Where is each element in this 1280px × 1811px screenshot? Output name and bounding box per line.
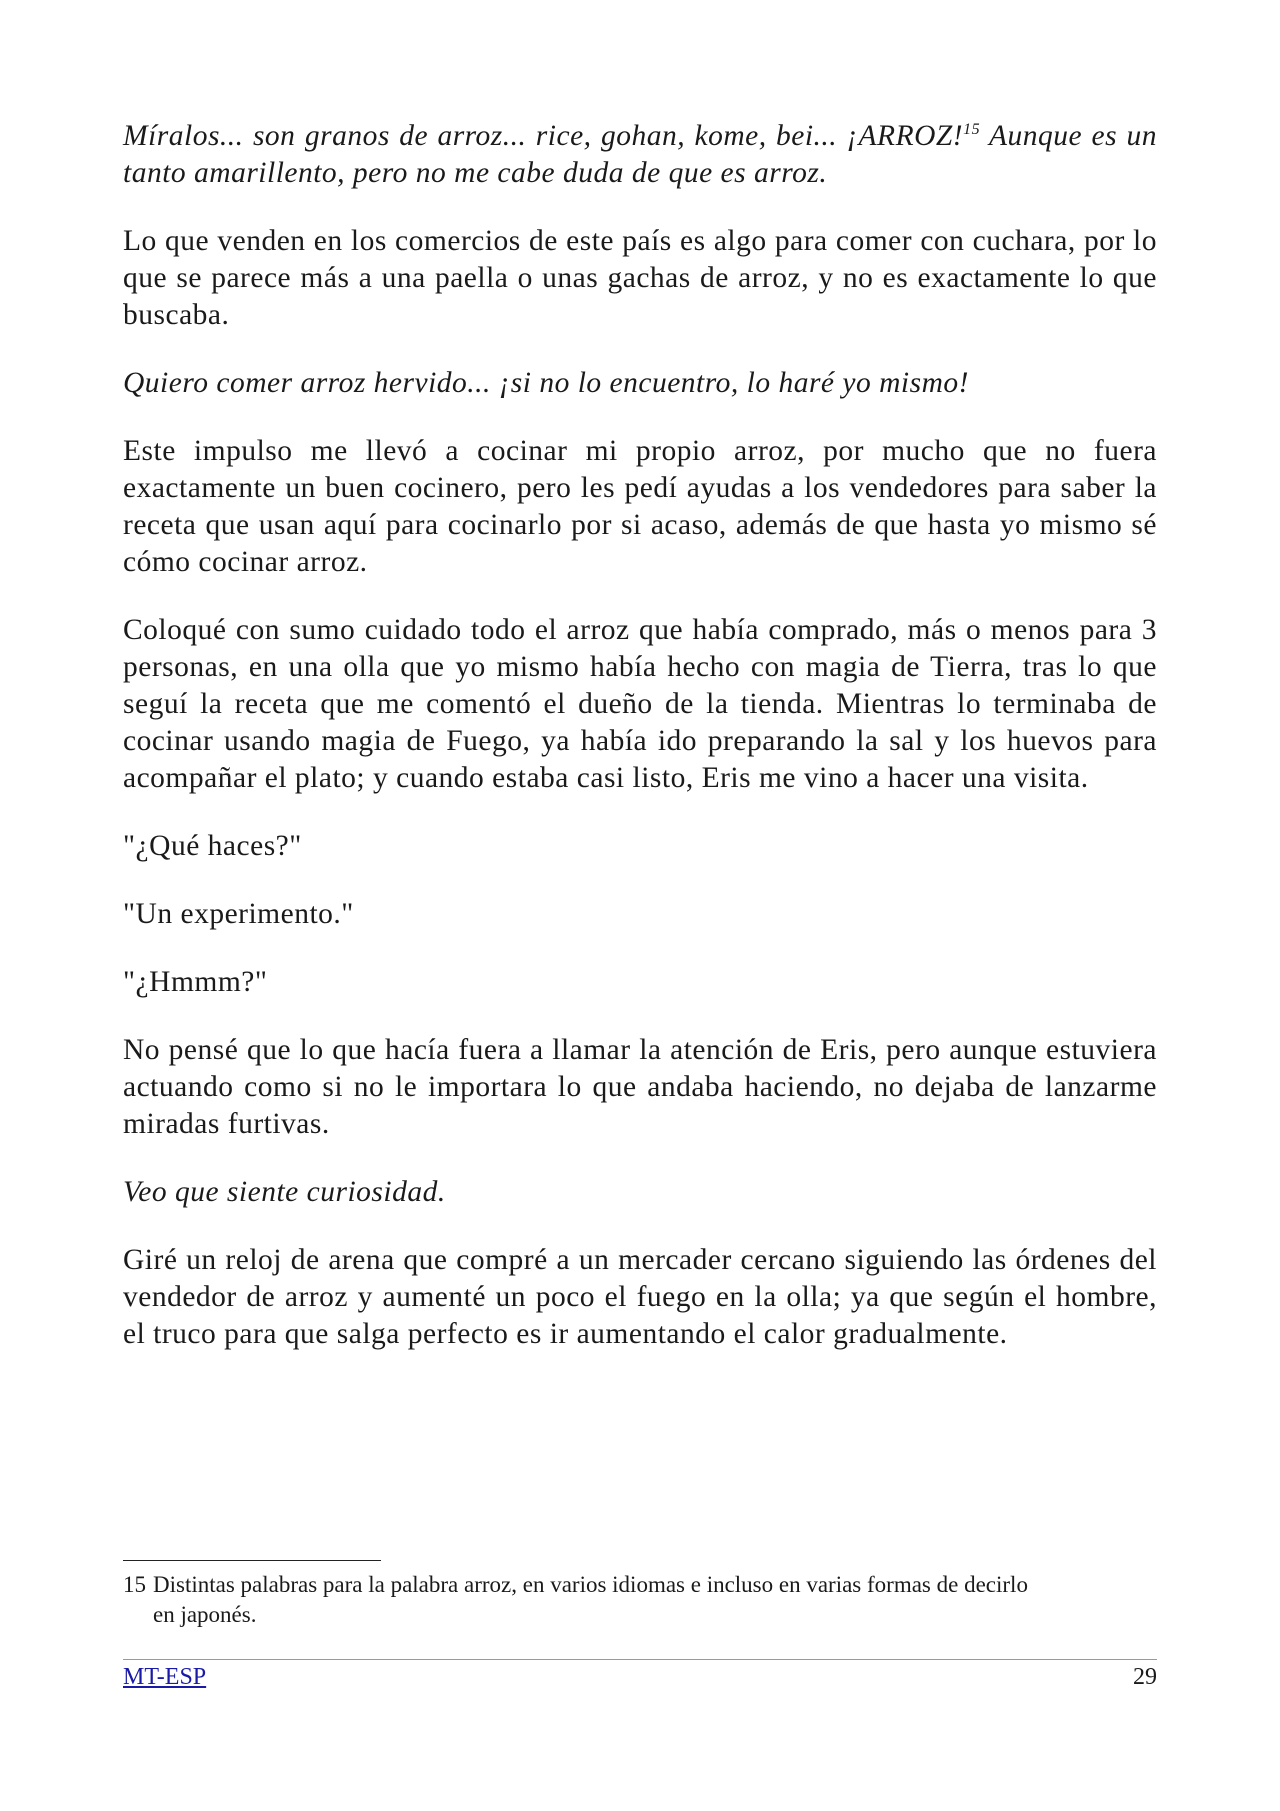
footnote-ref-15[interactable]: 15 [963, 121, 981, 139]
footnote-text-1: Distintas palabras para la palabra arroz, en varios idiomas e incluso en varias formas de decirlo [153, 1572, 1028, 1597]
page-number: 29 [1133, 1664, 1157, 1690]
paragraph-5: Coloqué con sumo cuidado todo el arroz que había comprado, más o menos para 3 personas, en una olla que yo mismo había hecho con magia de Tierra, tras lo que seguí la receta que me comentó el dueño de la tienda. Mientras lo terminaba de cocinar usando magia de Fuego, ya había ido preparando la sal y los huevos para acompañar el plato; y cuando estaba casi listo, Eris me vino a hacer una visita. [123, 614, 1157, 794]
footnote-divider [123, 1560, 381, 1561]
paragraph-1-text-b: Aunque es un tanto amarillento, pero no me cabe duda de que es arroz. [123, 120, 1157, 189]
footer-link-mt-esp[interactable]: MT-ESP [123, 1664, 207, 1690]
paragraph-11: Giré un reloj de arena que compré a un mercader cercano siguiendo las órdenes del vendedor de arroz y aumenté un poco el fuego en la olla; ya que según el hombre, el truco para que salga perfecto es ir aumentando el calor gradualmente. [123, 1244, 1157, 1350]
paragraph-10: Veo que siente curiosidad. [123, 1176, 446, 1208]
footnote-15 [123, 1570, 1157, 1630]
paragraph-1-text-a: Míralos... son granos de arroz... rice, gohan, kome, bei... ¡ARROZ! [123, 120, 964, 152]
footnote-number: 15 [123, 1572, 146, 1597]
paragraph-6: "¿Qué haces?" [123, 830, 302, 862]
paragraph-3: Quiero comer arroz hervido... ¡si no lo encuentro, lo haré yo mismo! [123, 367, 969, 399]
paragraph-2: Lo que venden en los comercios de este país es algo para comer con cuchara, por lo que se parece más a una paella o unas gachas de arroz, y no es exactamente lo que buscaba. [123, 225, 1157, 331]
page-body [123, 118, 1157, 1384]
footnote-line-1 [123, 1570, 1157, 1600]
footer-divider [123, 1659, 1157, 1660]
paragraph-7: "Un experimento." [123, 898, 354, 930]
paragraph-8: "¿Hmmm?" [123, 966, 268, 998]
paragraph-1 [123, 118, 1157, 192]
paragraph-4: Este impulso me llevó a cocinar mi propio arroz, por mucho que no fuera exactamente un buen cocinero, pero les pedí ayudas a los vendedores para saber la receta que usan aquí para cocinarlo por si acaso, además de que hasta yo mismo sé cómo cocinar arroz. [123, 435, 1157, 578]
paragraph-9: No pensé que lo que hacía fuera a llamar la atención de Eris, pero aunque estuviera actuando como si no le importara lo que andaba haciendo, no dejaba de lanzarme miradas furtivas. [123, 1034, 1157, 1140]
footnote-line-2: en japonés. [153, 1602, 257, 1627]
